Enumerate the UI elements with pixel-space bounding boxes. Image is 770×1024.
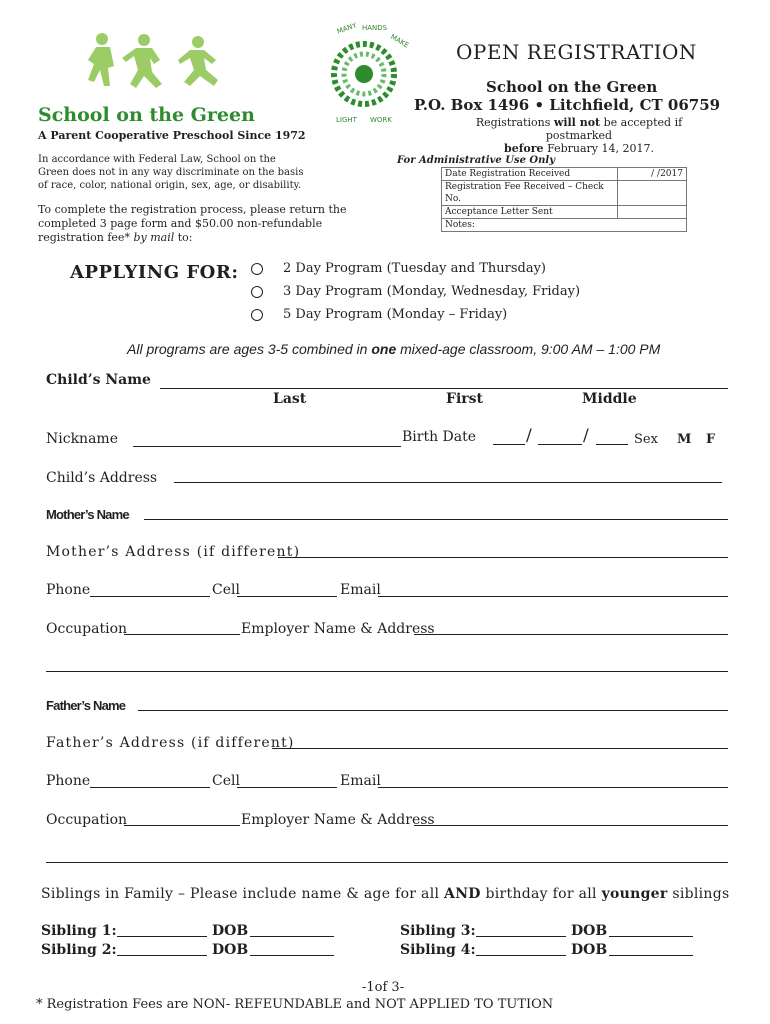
sibling-1-dob-field[interactable] [250,936,334,937]
admin-row: Acceptance Letter Sent [442,206,687,219]
father-occupation-label: Occupation [46,812,128,828]
instructions: To complete the registration process, please return the completed 3 page form and $50.00 non-refundable registration fee* by mail to: [38,203,347,244]
sex-label: Sex [634,432,658,447]
last-label: Last [273,391,307,407]
school-name: School on the Green [486,78,658,96]
father-employer-field[interactable] [414,825,728,826]
mother-occupation-label: Occupation [46,621,128,637]
child-name-field[interactable] [160,388,728,389]
svg-text:MANY: MANY [335,22,358,36]
child-name-label: Child’s Name [46,372,151,388]
page-number: -1of 3- [362,980,405,995]
sibling-1-name-field[interactable] [117,936,207,937]
program-3day-label: 3 Day Program (Monday, Wednesday, Friday) [283,284,581,299]
birth-year-field[interactable] [596,444,628,445]
admin-row: Date Registration Received / /2017 [442,168,687,181]
program-5day-label: 5 Day Program (Monday – Friday) [283,307,508,322]
father-cell-label: Cell [212,773,240,789]
sibling-2-dob-label: DOB [212,942,249,958]
sibling-4-label: Sibling 4: [400,942,476,958]
mother-phone-label: Phone [46,582,91,598]
mother-name-label: Mother’s Name [46,507,129,522]
mother-employer-field[interactable] [414,634,728,635]
logo-school-name: School on the Green [38,104,255,126]
mother-cell-field[interactable] [237,596,337,597]
sibling-4-name-field[interactable] [476,955,566,956]
svg-text:MAKE: MAKE [389,32,410,50]
children-logo [80,30,230,92]
mother-email-field[interactable] [378,596,728,597]
svg-text:HANDS: HANDS [362,24,388,32]
birth-date-label: Birth Date [402,429,477,445]
nickname-label: Nickname [46,431,118,447]
father-phone-label: Phone [46,773,91,789]
date-separator: / [526,426,532,446]
program-note: All programs are ages 3-5 combined in one mixed-age classroom, 9:00 AM – 1:00 PM [127,341,661,357]
program-2day-label: 2 Day Program (Tuesday and Thursday) [283,261,546,276]
sibling-3-name-field[interactable] [476,936,566,937]
date-separator: / [583,426,589,446]
page-title: OPEN REGISTRATION [456,40,697,64]
birth-month-field[interactable] [493,444,525,445]
father-occupation-field[interactable] [124,825,240,826]
sibling-3-label: Sibling 3: [400,923,476,939]
father-employer-label: Employer Name & Address [241,812,435,828]
mother-phone-field[interactable] [90,596,210,597]
mother-name-field[interactable] [144,519,728,520]
admin-row: Registration Fee Received – Check No. [442,181,687,206]
sibling-2-label: Sibling 2: [41,942,117,958]
fee-note: * Registration Fees are NON- REFEUNDABLE and NOT APPLIED TO TUTION [36,997,554,1012]
father-name-label: Father’s Name [46,698,126,713]
child-address-label: Child’s Address [46,470,158,486]
admin-heading: For Administrative Use Only [397,155,556,166]
father-name-field[interactable] [138,710,728,711]
applying-heading: APPLYING FOR: [70,262,239,283]
admin-table [441,167,687,232]
father-email-label: Email [340,773,381,789]
sibling-3-dob-label: DOB [571,923,608,939]
first-label: First [446,391,483,407]
law-notice: In accordance with Federal Law, School on the Green does not in any way discriminate on the basis of race, color, national origin, sex, age, or disability. [38,154,304,191]
sibling-1-label: Sibling 1: [41,923,117,939]
sibling-2-name-field[interactable] [117,955,207,956]
father-employer-field-2[interactable] [46,862,728,863]
school-address: P.O. Box 1496 • Litchfield, CT 06759 [414,96,721,114]
postmark-note: Registrations will not be accepted if postmarked before February 14, 2017. [475,116,683,155]
sex-m-option[interactable]: M [677,432,692,447]
admin-row: Notes: [442,219,687,232]
svg-text:LIGHT: LIGHT [336,116,357,124]
child-address-field[interactable] [174,482,722,483]
mother-cell-label: Cell [212,582,240,598]
program-3day-radio[interactable] [251,286,263,298]
sibling-1-dob-label: DOB [212,923,249,939]
mother-email-label: Email [340,582,381,598]
sibling-4-dob-field[interactable] [609,955,693,956]
svg-text:WORK: WORK [370,116,392,124]
father-email-field[interactable] [378,787,728,788]
mother-employer-field-2[interactable] [46,671,728,672]
birth-day-field[interactable] [538,444,582,445]
father-cell-field[interactable] [237,787,337,788]
mother-occupation-field[interactable] [124,634,240,635]
nickname-field[interactable] [133,446,401,447]
father-address-field[interactable] [272,748,728,749]
sibling-2-dob-field[interactable] [250,955,334,956]
father-address-label: Father’s Address (if different) [46,735,295,751]
sex-f-option[interactable]: F [706,432,716,447]
mother-employer-label: Employer Name & Address [241,621,435,637]
many-hands-seal [318,22,410,126]
mother-address-label: Mother’s Address (if different) [46,544,301,560]
program-5day-radio[interactable] [251,309,263,321]
sibling-3-dob-field[interactable] [609,936,693,937]
logo-tagline: A Parent Cooperative Preschool Since 1972 [38,129,306,142]
program-2day-radio[interactable] [251,263,263,275]
siblings-intro: Siblings in Family – Please include name & age for all AND birthday for all younger siblings [41,886,730,902]
father-phone-field[interactable] [90,787,210,788]
middle-label: Middle [582,391,637,407]
sibling-4-dob-label: DOB [571,942,608,958]
mother-address-field[interactable] [278,557,728,558]
